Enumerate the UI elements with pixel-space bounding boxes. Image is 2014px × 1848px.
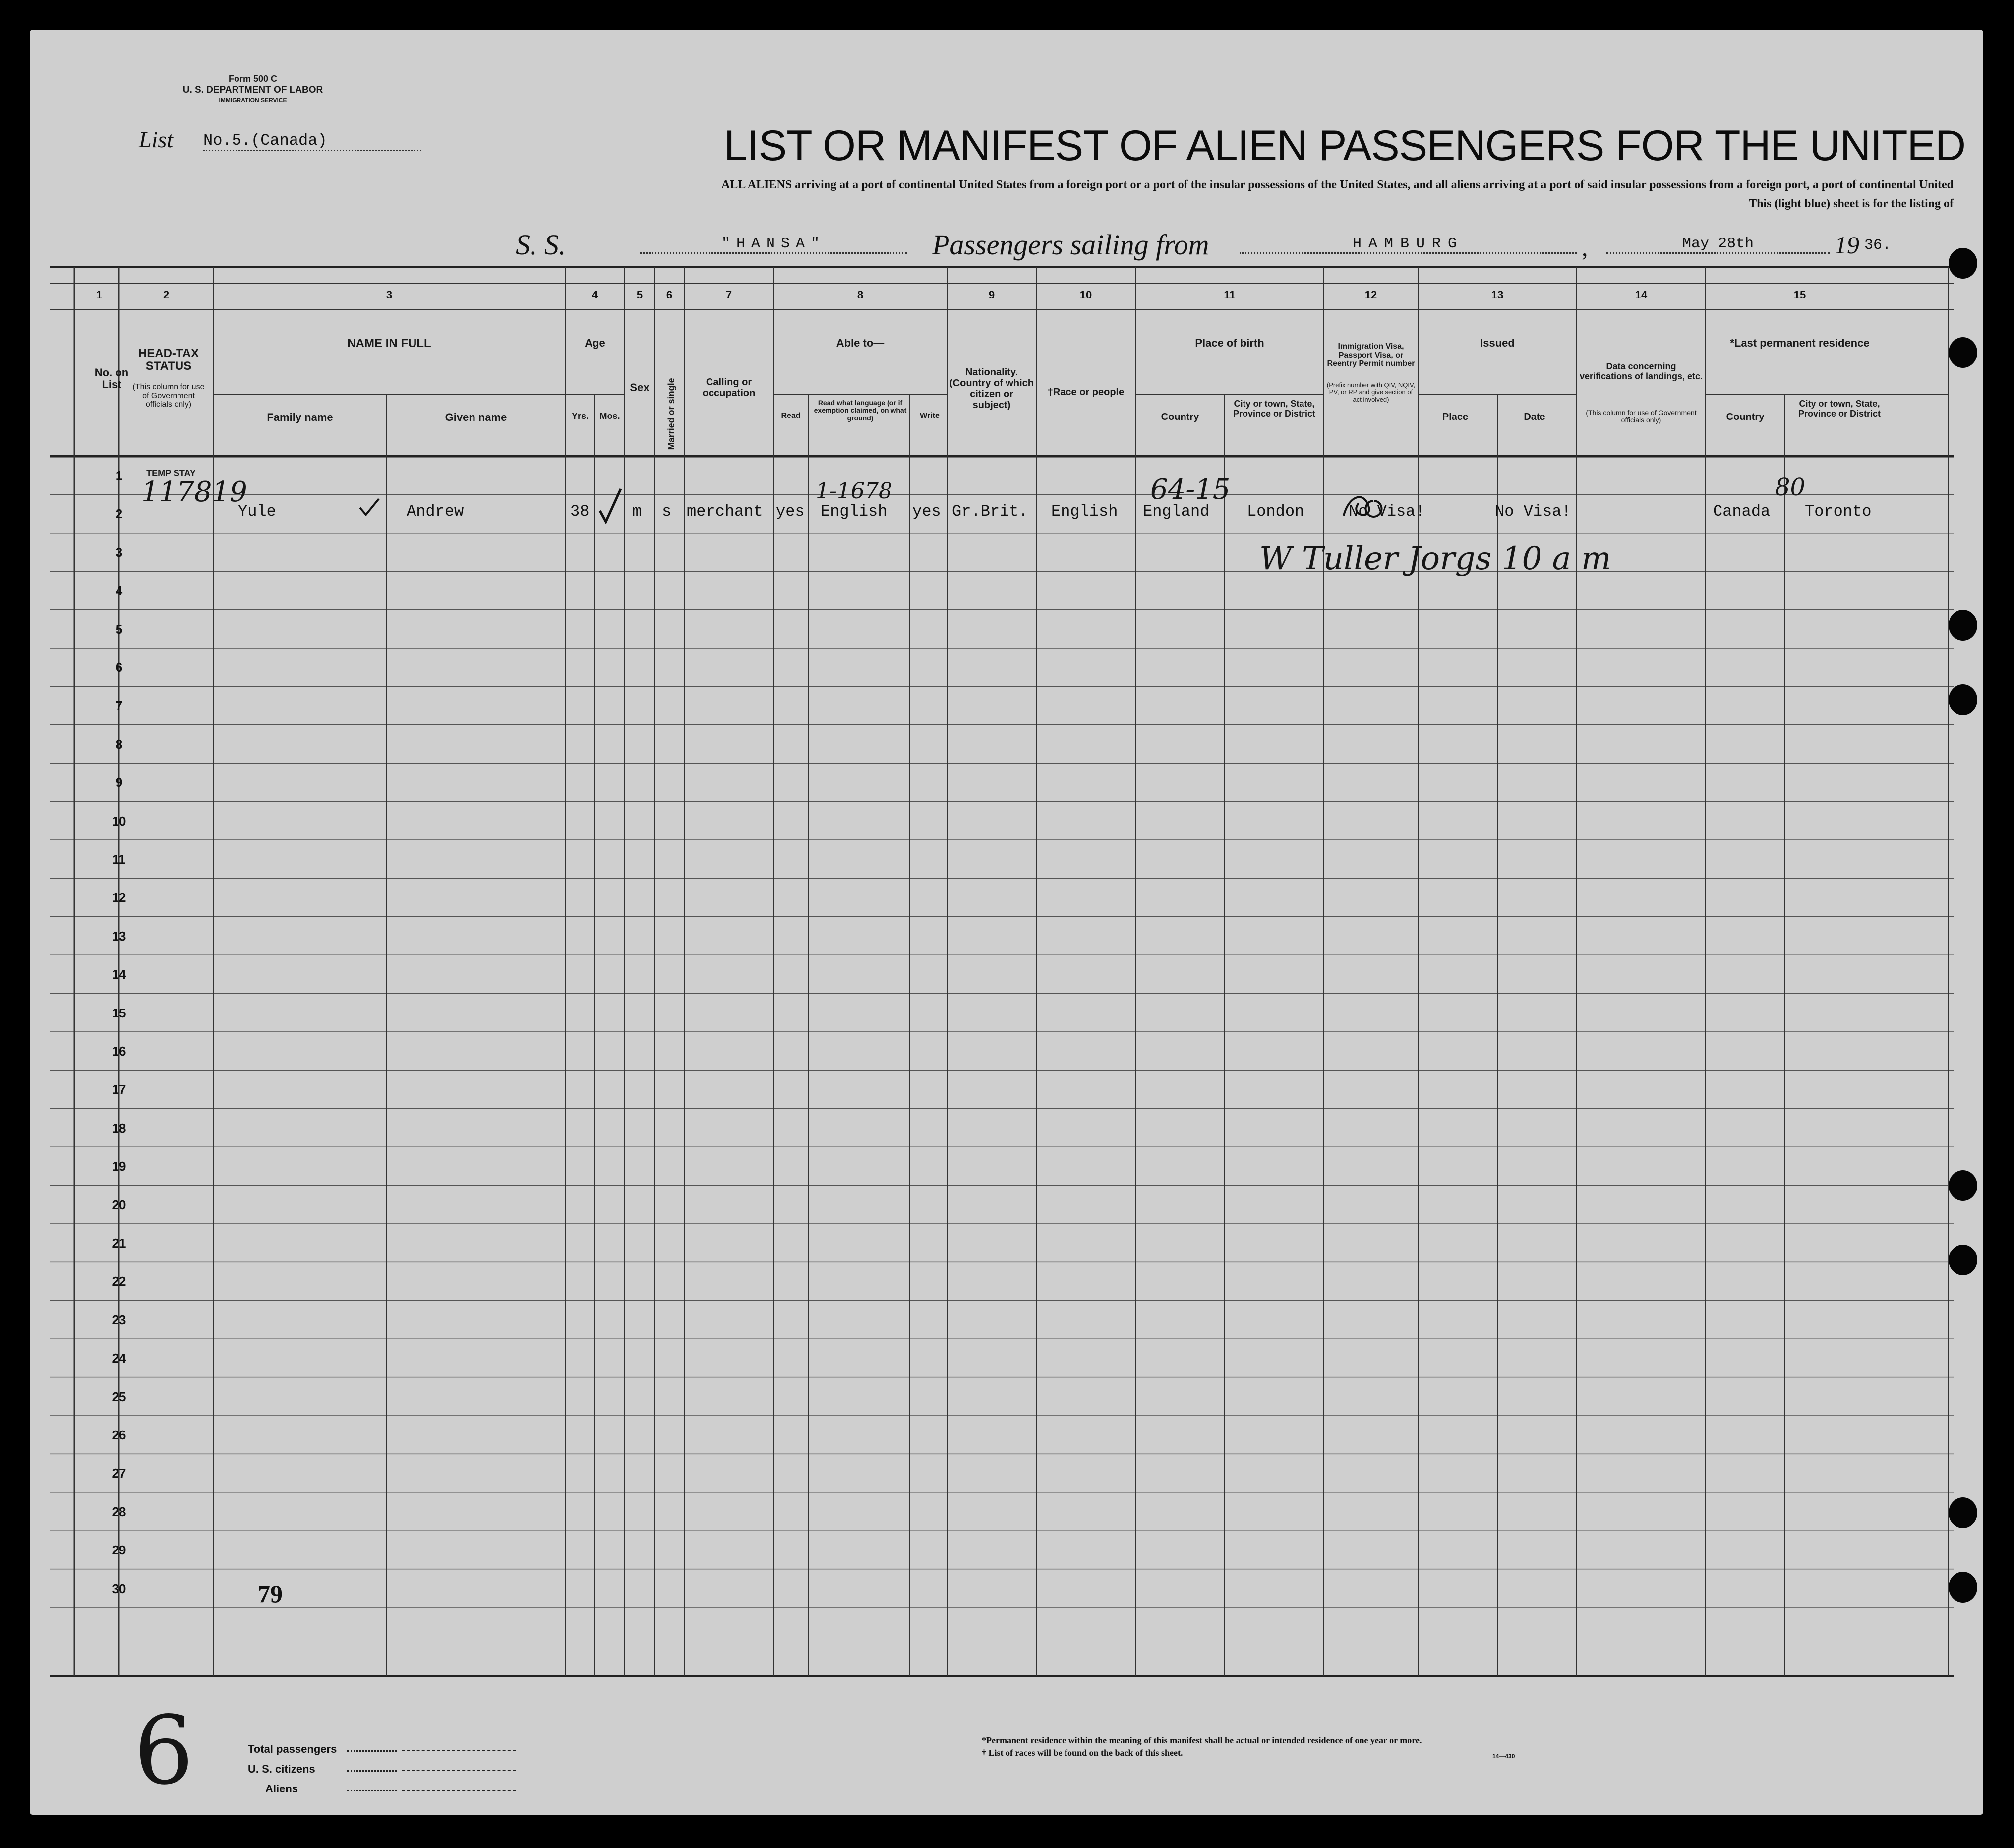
header-married: Married or single [666,378,677,450]
header-read-language: Read what language (or if exemption claimed, on what ground) [814,399,907,422]
header-no-on-list: No. on List [94,366,129,391]
row-number: 26 [112,1428,126,1442]
total-passengers-label: Total passengers [248,1743,337,1755]
footnote-residence: *Permanent residence within the meaning of this manifest shall be actual or intended residence of one year or more. [982,1735,1422,1745]
row-number: 12 [112,890,126,905]
row-number: 27 [112,1466,126,1481]
punch-hole [1949,1572,1977,1603]
row-number: 8 [115,736,123,752]
passenger-age-yrs: 38 [570,502,590,521]
header-residence-city: City or town, State, Province or District [1798,399,1881,418]
departure-port: HAMBURG [1240,236,1577,254]
check-mark-icon [357,496,382,521]
row-number: 15 [112,1005,126,1020]
colnum-6: 6 [666,289,673,301]
passenger-given-name: Andrew [407,502,464,521]
header-visa: Immigration Visa, Passport Visa, or Reentry Permit number [1327,342,1415,368]
header-nationality: Nationality. (Country of which citizen or subject) [949,367,1034,411]
header-issued-place: Place [1442,412,1469,422]
language-annotation: 1-1678 [816,478,892,504]
punch-hole [1949,248,1977,279]
form-number: Form 500 C [228,74,278,84]
header-birth-city: City or town, State, Province or District [1233,399,1316,418]
header-place-of-birth: Place of birth [1195,337,1264,349]
row-number: 20 [112,1197,126,1212]
header-birth-country: Country [1161,412,1199,422]
margin-number: 6 [134,1696,194,1805]
row-number: 3 [115,544,123,560]
header-able-to: Able to— [836,337,885,349]
header-head-tax: HEAD-TAX STATUS [138,347,199,373]
row-number: 5 [115,621,123,637]
header-issued-date: Date [1524,412,1545,422]
colnum-7: 7 [725,289,732,301]
year-suffix: 36. [1864,237,1892,254]
passenger-language: English [821,502,888,521]
row-number: 11 [112,852,126,867]
passenger-write: yes [912,502,941,521]
colnum-12: 12 [1364,289,1377,301]
row-number: 16 [112,1044,126,1059]
punch-hole [1949,1497,1977,1528]
header-landing-data: Data concerning verifications of landings, etc. [1579,361,1703,381]
row-number: 2 [115,506,123,522]
row-number: 18 [112,1120,126,1135]
header-given-name: Given name [445,411,507,423]
header-visa-note: (Prefix number with QIV, NQIV, PV, or RP and give section of act involved) [1326,381,1416,403]
colnum-8: 8 [857,289,864,301]
header-name-in-full: NAME IN FULL [347,337,431,350]
header-landing-note: (This column for use of Government officials only) [1586,409,1697,424]
row-number: 24 [112,1351,126,1366]
row-number: 21 [112,1236,126,1251]
header-calling: Calling or occupation [702,377,756,399]
year-prefix: 19 [1835,231,1859,259]
list-value: No.5.(Canada) [203,131,421,151]
header-head-tax-note: (This column for use of Government officials only) [132,383,205,409]
passenger-birth-country: England [1143,502,1210,521]
row-number: 7 [115,698,123,714]
colnum-3: 3 [386,289,393,301]
passenger-race: English [1051,502,1118,521]
row-number: 25 [112,1389,126,1404]
passenger-married: s [662,502,672,521]
row-number: 4 [115,583,123,598]
row-number: 22 [112,1274,126,1289]
header-last-residence: *Last permanent residence [1730,337,1870,349]
punch-hole [1949,684,1977,715]
subtitle-line-2: This (light blue) sheet is for the listing of [1749,197,1954,210]
header-family-name: Family name [267,411,333,423]
passenger-occupation: merchant [687,502,763,521]
row-number: 6 [115,660,123,675]
row-number: 9 [115,775,123,790]
header-age-yrs: Yrs. [571,411,589,421]
passenger-read: yes [776,502,805,521]
row-number: 13 [112,928,126,944]
passenger-family-name: Yule [238,502,276,521]
department-name: U. S. DEPARTMENT OF LABOR [182,85,323,95]
colnum-5: 5 [636,289,643,301]
colnum-14: 14 [1635,289,1648,301]
punch-hole [1949,1245,1977,1275]
passenger-birth-city: London [1247,502,1304,521]
header-age-mos: Mos. [599,411,620,421]
head-tax-stamp: TEMP STAY [146,468,196,478]
header-race: †Race or people [1047,387,1125,398]
passenger-residence-country: Canada [1713,502,1771,521]
punch-hole [1949,610,1977,641]
row-number: 17 [112,1082,126,1097]
colnum-9: 9 [988,289,995,301]
sailing-label: Passengers sailing from [932,229,1209,261]
row-number: 10 [112,813,126,829]
ship-name: "HANSA" [640,236,907,254]
colnum-2: 2 [163,289,170,301]
birth-annotation: 64-15 [1150,474,1231,506]
us-citizens-label: U. S. citizens [248,1763,315,1775]
row-number: 30 [112,1581,126,1596]
header-issued: Issued [1480,337,1515,349]
ss-label: S. S. [516,229,566,261]
colnum-4: 4 [592,289,598,301]
head-tax-number: 117819 [141,476,247,508]
row-number: 23 [112,1312,126,1327]
footnote-races: † List of races will be found on the back of this sheet. [982,1748,1183,1758]
passenger-residence-city: Toronto [1805,502,1872,521]
row-number: 29 [112,1543,126,1558]
punch-hole [1949,337,1977,368]
passenger-nationality: Gr.Brit. [952,502,1028,521]
subtitle-line-1: ALL ALIENS arriving at a port of continental United States from a foreign port or a port of the insular possessions of the United States, and all aliens arriving at a port of said insular possessions from a foreign port, a port of continental United [721,179,1954,191]
header-read: Read [781,412,801,420]
colnum-13: 13 [1491,289,1504,301]
header-residence-country: Country [1726,412,1765,422]
age-check-icon [595,486,625,526]
header-sex: Sex [630,381,650,394]
inspector-note: W Tuller Jorgs 10 a m [1259,540,1611,577]
list-label: List [139,127,174,152]
passenger-visa: No Visa! [1349,502,1425,521]
residence-annotation: 80 [1775,474,1806,501]
row-number: 1 [115,468,123,483]
row-number: 19 [112,1159,126,1174]
colnum-10: 10 [1079,289,1092,301]
header-age: Age [585,337,605,349]
passenger-issued-place: No Visa! [1495,502,1571,521]
colnum-15: 15 [1793,289,1806,301]
punch-hole [1949,1170,1977,1201]
row-29-number: 79 [258,1580,283,1608]
header-write: Write [920,412,940,420]
passenger-sex: m [632,502,642,521]
form-code: 14—430 [1492,1753,1515,1760]
colnum-1: 1 [96,289,103,301]
aliens-label: Aliens [265,1783,298,1795]
row-number: 28 [112,1504,126,1519]
colnum-11: 11 [1224,289,1236,301]
departure-date: May 28th [1606,236,1830,254]
row-number: 14 [112,967,126,982]
manifest-title: LIST OR MANIFEST OF ALIEN PASSENGERS FOR THE UNITED [724,122,1966,170]
service-name: IMMIGRATION SERVICE [219,97,287,104]
manifest-sheet: Form 500 C U. S. DEPARTMENT OF LABOR IMMIGRATION SERVICE List No.5.(Canada) LIST OR MANIFEST OF ALIEN PASSENGERS FOR THE UNITED ALL ALIENS arriving at a port of continental United States from a foreign port or a port of the insular possessions of the United States, and all aliens arriving at a port of said insular possessions from a foreign port, a port of continental United This (light blue) sheet is for the listing of S. S. "HANSA" Passengers sailing from HAMBURG , May 28th 19 36. 1 2 3 4 5 6 7 8 9 10 11 12 13 14 15 No. on List HEAD-TAX STATUS (This column for use of Government officials only) NAME IN FULL Family name Given name Age Yrs. Mos. Sex Married or single Calling or occupation Able to— Read Read what language (or if exemption claimed, on what ground) Write Nationality. (Country of which citizen or subject) †Race or people Place of birth Country City or town, State, Province or District Immigration Visa, Passport Visa, or Reentry Permit number (Prefix number with QIV, NQIV, PV, or RP and give section of act involved) Issued Place Date Data concerning verifications of landings, etc. (This column for use of Government officials only) *Last permanent residence Country City or town, State, Province or District 1 2 3 4 5 6 7 8 9 10 11 12 13 14 15 16 17 18 19 20 21 22 23 24 25 26 27 28 29 30 TEMP STAY 117819 Yule Andrew 38 m s merchant yes 1-1678 English yes Gr.Brit. English 64-15 England London No Visa! No Visa! 80 Canada Toronto W Tuller Jorgs 10 a m 79 6 Total passengers U. S. citizens Aliens *Permanent residence within the meaning of this manifest shall be actual or intended residence of one year or more. † List of races will be found on the back of this sheet. 14—430 [30,30,1983,1815]
